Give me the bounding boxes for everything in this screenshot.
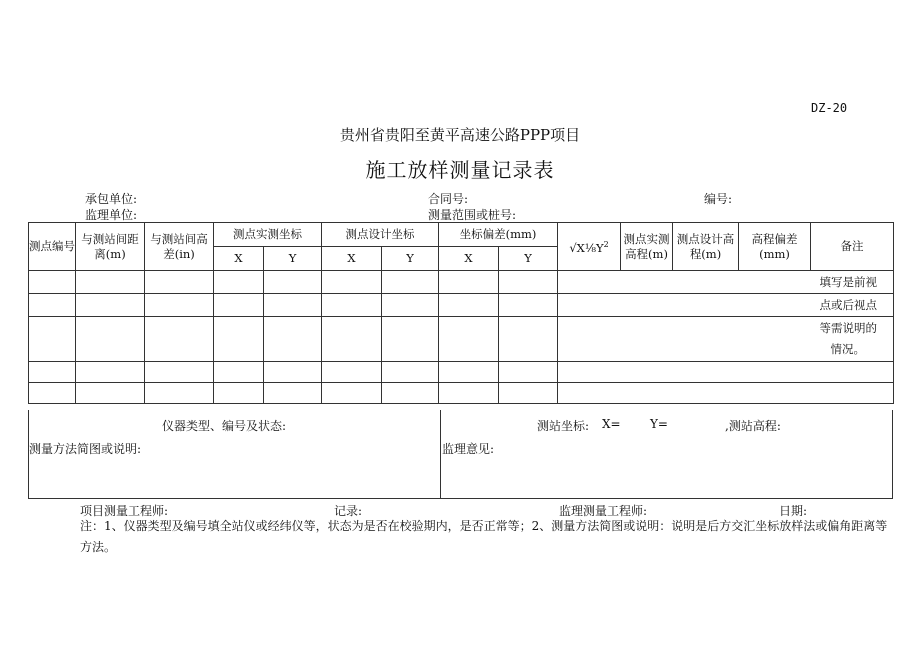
station-x-label: X=	[602, 417, 621, 431]
table-row	[29, 317, 894, 362]
date-label: 日期:	[779, 504, 808, 518]
header-measured-coord: 测点实测坐标	[214, 223, 322, 247]
bottom-divider	[440, 410, 441, 498]
contractor-label: 承包单位:	[85, 192, 138, 206]
header-remarks: 备注	[811, 223, 894, 271]
record-label: 记录:	[334, 504, 363, 518]
station-elev-label: ,测站高程:	[725, 419, 781, 433]
sqrt-xy-sup: 2	[603, 240, 609, 250]
header-coord-deviation: 坐标偏差(mm)	[439, 223, 558, 247]
footnote: 注：1、仪器类型及编号填全站仪或经纬仪等，状态为是否在校验期内，是否正常等；2、测量方法简图或说明：说明是后方交汇坐标放样法或偏角距离等方法。	[80, 519, 888, 554]
table-row	[29, 271, 894, 294]
header-design-x: X	[322, 247, 382, 271]
station-y-label: Y=	[650, 417, 668, 431]
header-sqrt-xy	[558, 223, 621, 271]
contract-no-label: 合同号:	[428, 192, 469, 206]
survey-record-table	[28, 222, 894, 404]
remark-line: 情况。	[830, 342, 866, 356]
station-coord-label: 测站坐标:	[537, 419, 590, 433]
header-measured-elev: 测点实测高程(m)	[621, 223, 673, 271]
table-row	[29, 362, 894, 383]
header-deviation-x: X	[439, 247, 499, 271]
header-point-no: 测点编号	[29, 223, 76, 271]
method-label: 测量方法简图或说明:	[29, 442, 142, 456]
supervision-engineer-label: 监理测量工程师:	[559, 504, 648, 518]
engineer-label: 项目测量工程师:	[80, 504, 169, 518]
header-deviation-y: Y	[499, 247, 558, 271]
supervisor-opinion-label: 监理意见:	[442, 442, 495, 456]
instrument-label: 仪器类型、编号及状态:	[162, 419, 287, 433]
header-elev-deviation: 高程偏差(mm)	[739, 223, 811, 271]
header-design-y: Y	[382, 247, 439, 271]
number-label: 编号:	[704, 192, 733, 206]
table-row	[29, 294, 894, 317]
remark-line: 点或后视点	[558, 294, 894, 317]
header-design-elev: 测点设计高程(m)	[673, 223, 739, 271]
header-measured-y: Y	[264, 247, 322, 271]
project-title: 贵州省贵阳至黄平高速公路PPP项目	[339, 126, 581, 144]
bottom-section	[28, 410, 893, 499]
header-measured-x: X	[214, 247, 264, 271]
sqrt-xy-text: √X⅛Y	[569, 240, 604, 255]
form-title: 施工放样测量记录表	[365, 158, 555, 182]
supervisor-label: 监理单位:	[85, 208, 138, 222]
remark-line: 填写是前视	[558, 271, 894, 294]
remark-multiline	[558, 317, 894, 362]
form-code: DZ-20	[811, 101, 848, 115]
header-height-diff: 与测站间高差(in)	[145, 223, 214, 271]
remark-line: 等需说明的	[819, 321, 878, 335]
header-design-coord: 测点设计坐标	[322, 223, 439, 247]
measure-range-label: 测量范围或桩号:	[428, 208, 517, 222]
table-row	[29, 383, 894, 404]
header-distance: 与测站间距离(m)	[76, 223, 145, 271]
